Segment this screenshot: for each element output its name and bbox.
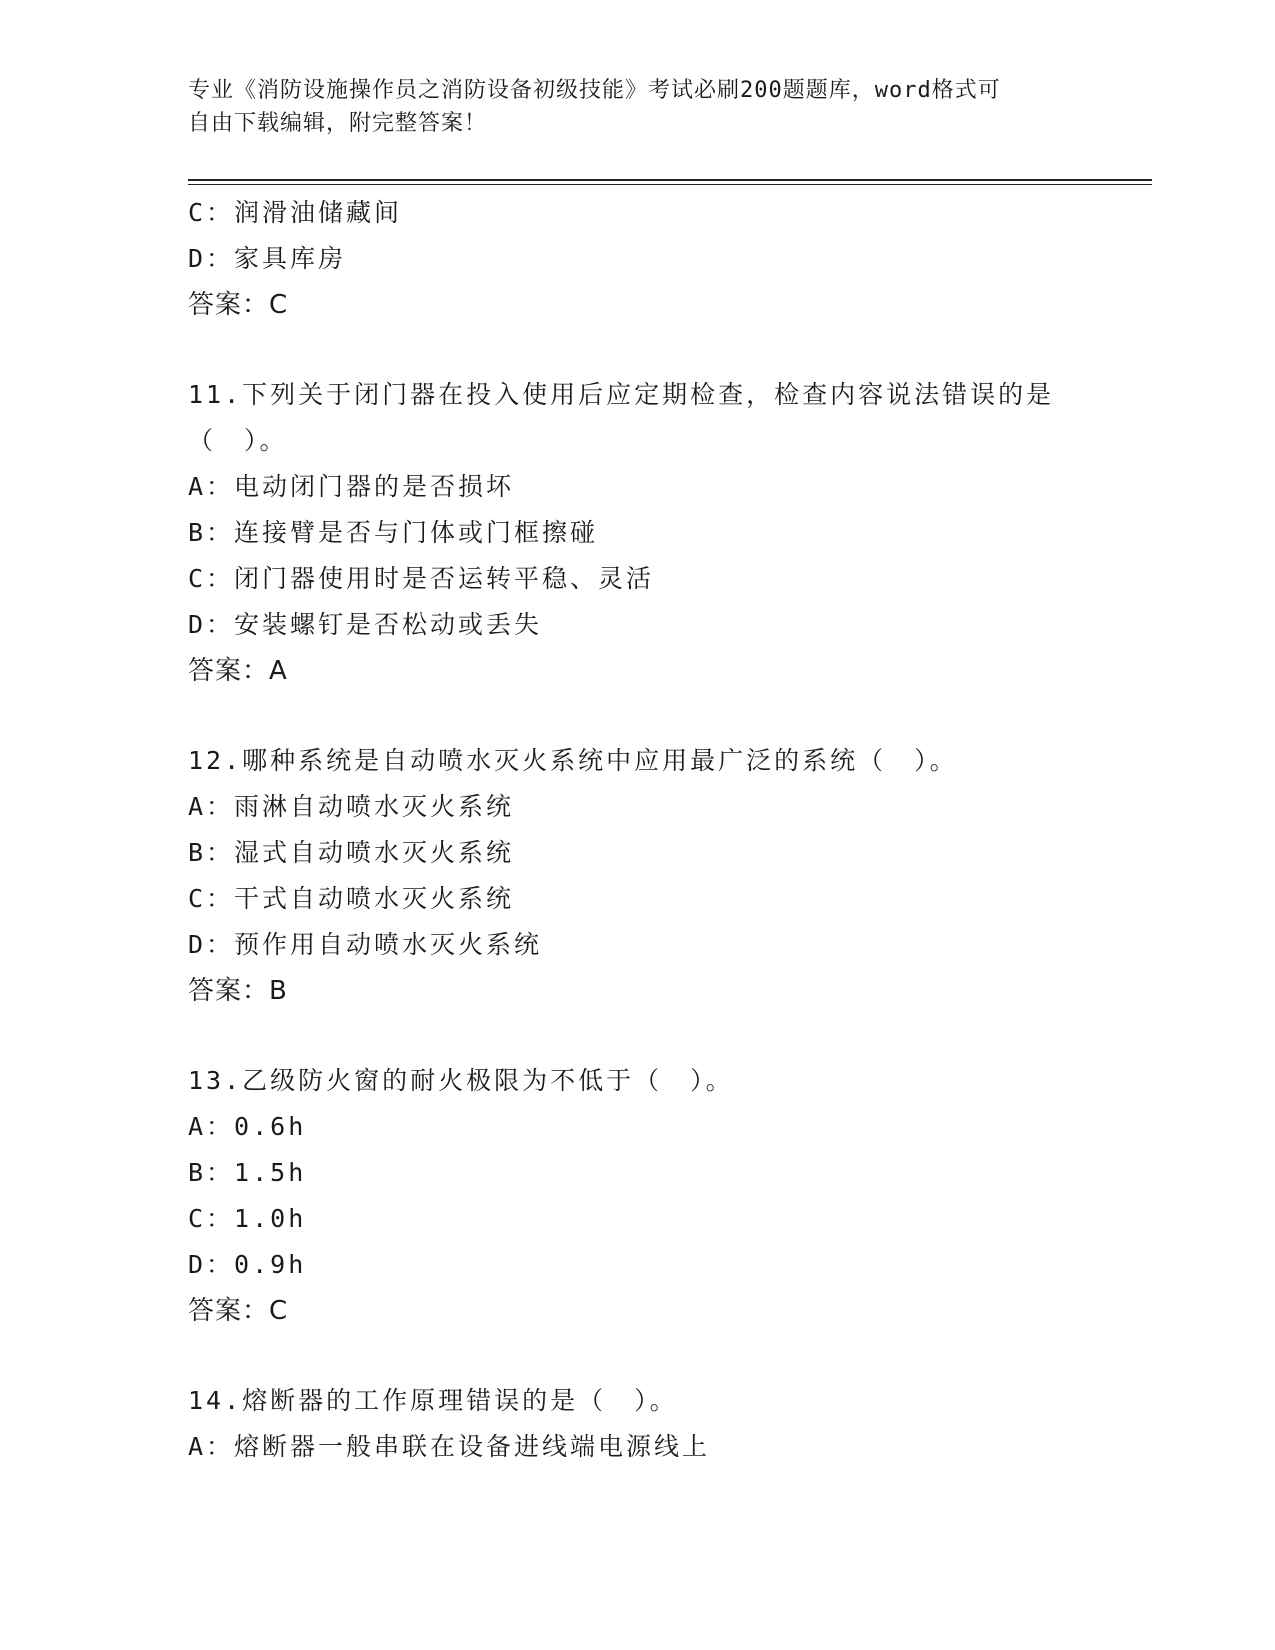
spacer: [188, 1014, 1152, 1058]
option-a: A：电动闭门器的是否损坏: [188, 472, 515, 501]
option-d: D：安装螺钉是否松动或丢失: [188, 610, 543, 639]
answer: 答案：A: [188, 656, 288, 686]
question-13: [188, 1058, 1152, 1334]
option-c: C：闭门器使用时是否运转平稳、灵活: [188, 564, 655, 593]
option-d: D：预作用自动喷水灭火系统: [188, 930, 543, 959]
question-10: [188, 190, 1152, 328]
option-a: A：雨淋自动喷水灭火系统: [188, 792, 515, 821]
option-c: C：1.0h: [188, 1204, 307, 1233]
header-line-2: 自由下载编辑，附完整答案！: [188, 111, 488, 136]
spacer: [188, 694, 1152, 738]
option-c: C：干式自动喷水灭火系统: [188, 884, 515, 913]
option-c: C：润滑油储藏间: [188, 198, 403, 227]
answer: 答案：B: [188, 976, 288, 1006]
document-body: [188, 190, 1152, 1470]
header-divider-thick: [188, 179, 1152, 181]
answer: 答案：C: [188, 1296, 289, 1326]
question-text: 12.哪种系统是自动喷水灭火系统中应用最广泛的系统（ ）。: [188, 746, 958, 775]
option-d: D：0.9h: [188, 1250, 307, 1279]
spacer: [188, 1334, 1152, 1378]
option-b: B：连接臂是否与门体或门框擦碰: [188, 518, 599, 547]
question-12: [188, 738, 1152, 1014]
page-header: [188, 74, 1088, 140]
option-a: A：0.6h: [188, 1112, 307, 1141]
option-b: B：湿式自动喷水灭火系统: [188, 838, 515, 867]
spacer: [188, 328, 1152, 372]
question-14: [188, 1378, 1152, 1470]
option-a: A：熔断器一般串联在设备进线端电源线上: [188, 1432, 711, 1461]
question-11: [188, 372, 1152, 694]
option-b: B：1.5h: [188, 1158, 307, 1187]
question-text-continued: （ ）。: [188, 426, 288, 455]
question-text: 11.下列关于闭门器在投入使用后应定期检查，检查内容说法错误的是: [188, 380, 1055, 409]
question-text: 14.熔断器的工作原理错误的是（ ）。: [188, 1386, 678, 1415]
header-line-1: 专业《消防设施操作员之消防设备初级技能》考试必刷200题题库，word格式可: [188, 78, 1001, 103]
option-d: D：家具库房: [188, 244, 347, 273]
answer: 答案：C: [188, 290, 289, 320]
header-divider-thin: [188, 184, 1152, 185]
question-text: 13.乙级防火窗的耐火极限为不低于（ ）。: [188, 1066, 734, 1095]
